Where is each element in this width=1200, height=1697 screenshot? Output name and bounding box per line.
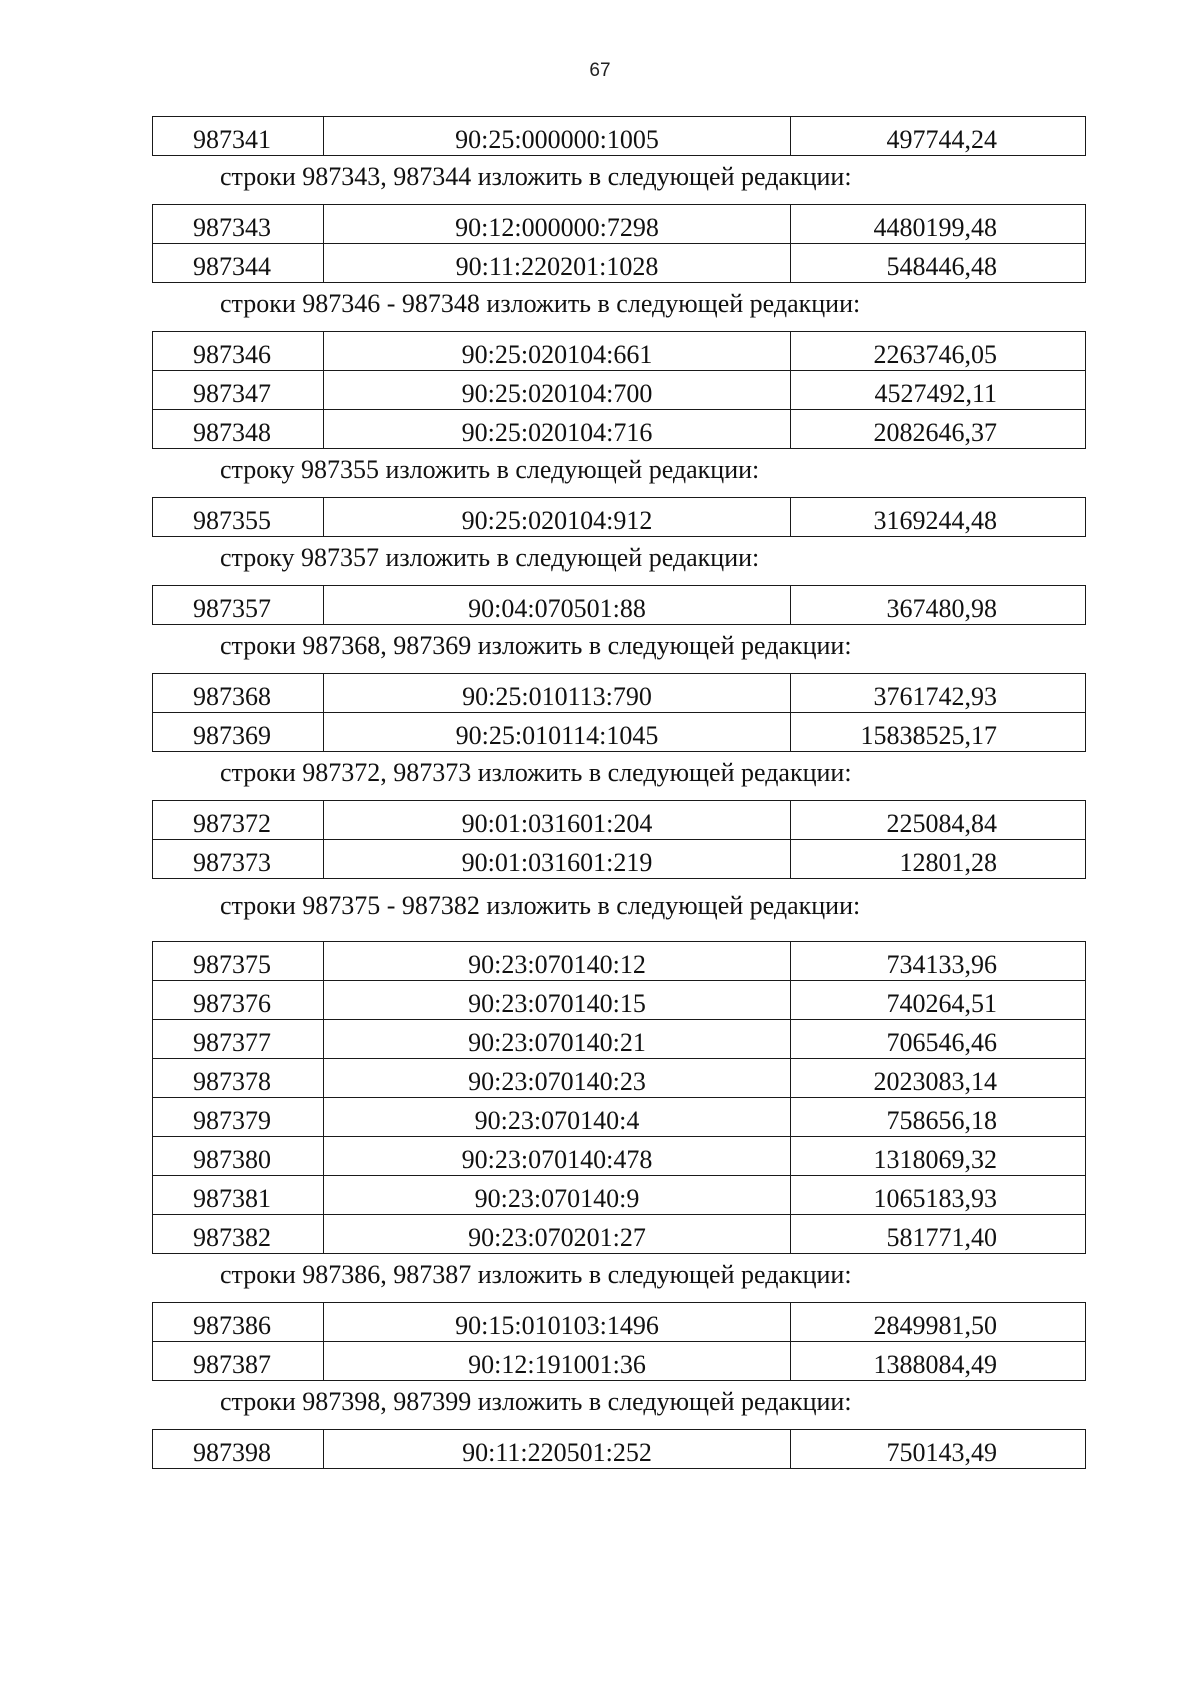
cadastral-number-cell: 90:25:000000:1005 (324, 117, 791, 156)
row-number-cell: 987372 (153, 801, 324, 840)
cadastral-number-cell: 90:23:070140:478 (324, 1137, 791, 1176)
value-cell: 548446,48 (791, 244, 1086, 283)
row-number-cell: 987381 (153, 1176, 324, 1215)
row-number-cell: 987344 (153, 244, 324, 283)
value-cell: 740264,51 (791, 981, 1086, 1020)
value-cell: 758656,18 (791, 1098, 1086, 1137)
table-row (153, 840, 1086, 879)
value-cell: 2849981,50 (791, 1303, 1086, 1342)
table-row (153, 410, 1086, 449)
value-cell: 1318069,32 (791, 1137, 1086, 1176)
value-cell: 367480,98 (791, 586, 1086, 625)
table-row (153, 371, 1086, 410)
cadastral-number-cell: 90:15:010103:1496 (324, 1303, 791, 1342)
cadastral-number-cell: 90:01:031601:204 (324, 801, 791, 840)
cadastral-number-cell: 90:23:070201:27 (324, 1215, 791, 1254)
value-cell: 3169244,48 (791, 498, 1086, 537)
cadastral-number-cell: 90:01:031601:219 (324, 840, 791, 879)
table-row (153, 498, 1086, 537)
row-number-cell: 987348 (153, 410, 324, 449)
amendment-table (152, 116, 1086, 156)
cadastral-number-cell: 90:23:070140:23 (324, 1059, 791, 1098)
table-row (153, 1303, 1086, 1342)
amendment-table (152, 673, 1086, 752)
table-row (153, 1176, 1086, 1215)
table-row (153, 117, 1086, 156)
row-number-cell: 987377 (153, 1020, 324, 1059)
table-row (153, 1430, 1086, 1469)
table-row (153, 586, 1086, 625)
row-number-cell: 987387 (153, 1342, 324, 1381)
table-row (153, 801, 1086, 840)
cadastral-number-cell: 90:25:020104:661 (324, 332, 791, 371)
amendment-table (152, 585, 1086, 625)
cadastral-number-cell: 90:23:070140:9 (324, 1176, 791, 1215)
row-number-cell: 987369 (153, 713, 324, 752)
row-number-cell: 987355 (153, 498, 324, 537)
page-number: 67 (589, 60, 611, 81)
amendment-table (152, 800, 1086, 879)
value-cell: 2263746,05 (791, 332, 1086, 371)
document-body (152, 116, 1085, 1469)
table-row (153, 674, 1086, 713)
cadastral-number-cell: 90:04:070501:88 (324, 586, 791, 625)
row-number-cell: 987343 (153, 205, 324, 244)
value-cell: 706546,46 (791, 1020, 1086, 1059)
row-number-cell: 987346 (153, 332, 324, 371)
section-heading: строки 987368, 987369 изложить в следующей редакции: (220, 631, 852, 660)
row-number-cell: 987375 (153, 942, 324, 981)
amendment-table (152, 497, 1086, 537)
value-cell: 3761742,93 (791, 674, 1086, 713)
row-number-cell: 987398 (153, 1430, 324, 1469)
value-cell: 12801,28 (791, 840, 1086, 879)
row-number-cell: 987347 (153, 371, 324, 410)
row-number-cell: 987379 (153, 1098, 324, 1137)
cadastral-number-cell: 90:11:220501:252 (324, 1430, 791, 1469)
row-number-cell: 987357 (153, 586, 324, 625)
row-number-cell: 987368 (153, 674, 324, 713)
value-cell: 1388084,49 (791, 1342, 1086, 1381)
table-row (153, 1342, 1086, 1381)
value-cell: 497744,24 (791, 117, 1086, 156)
amendment-table (152, 204, 1086, 283)
cadastral-number-cell: 90:25:020104:716 (324, 410, 791, 449)
table-row (153, 1059, 1086, 1098)
amendment-table (152, 1429, 1086, 1469)
section-heading: строку 987357 изложить в следующей редакции: (220, 543, 760, 572)
section-heading: строки 987386, 987387 изложить в следующей редакции: (220, 1260, 852, 1289)
value-cell: 4527492,11 (791, 371, 1086, 410)
table-row (153, 205, 1086, 244)
cadastral-number-cell: 90:23:070140:4 (324, 1098, 791, 1137)
section-heading: строки 987346 - 987348 изложить в следующей редакции: (220, 289, 861, 318)
section-heading: строки 987375 - 987382 изложить в следующей редакции: (220, 891, 861, 920)
table-row (153, 244, 1086, 283)
section-heading: строки 987398, 987399 изложить в следующей редакции: (220, 1387, 852, 1416)
table-row (153, 1137, 1086, 1176)
value-cell: 581771,40 (791, 1215, 1086, 1254)
cadastral-number-cell: 90:25:010113:790 (324, 674, 791, 713)
row-number-cell: 987382 (153, 1215, 324, 1254)
cadastral-number-cell: 90:11:220201:1028 (324, 244, 791, 283)
table-row (153, 1098, 1086, 1137)
cadastral-number-cell: 90:12:000000:7298 (324, 205, 791, 244)
cadastral-number-cell: 90:25:020104:912 (324, 498, 791, 537)
value-cell: 2082646,37 (791, 410, 1086, 449)
table-row (153, 942, 1086, 981)
cadastral-number-cell: 90:23:070140:12 (324, 942, 791, 981)
cadastral-number-cell: 90:23:070140:21 (324, 1020, 791, 1059)
section-heading: строки 987372, 987373 изложить в следующей редакции: (220, 758, 852, 787)
cadastral-number-cell: 90:12:191001:36 (324, 1342, 791, 1381)
value-cell: 2023083,14 (791, 1059, 1086, 1098)
table-row (153, 1215, 1086, 1254)
row-number-cell: 987380 (153, 1137, 324, 1176)
section-heading: строки 987343, 987344 изложить в следующей редакции: (220, 162, 852, 191)
cadastral-number-cell: 90:25:020104:700 (324, 371, 791, 410)
table-row (153, 1020, 1086, 1059)
amendment-table (152, 1302, 1086, 1381)
row-number-cell: 987378 (153, 1059, 324, 1098)
table-row (153, 981, 1086, 1020)
value-cell: 1065183,93 (791, 1176, 1086, 1215)
value-cell: 15838525,17 (791, 713, 1086, 752)
table-row (153, 713, 1086, 752)
row-number-cell: 987386 (153, 1303, 324, 1342)
value-cell: 750143,49 (791, 1430, 1086, 1469)
value-cell: 4480199,48 (791, 205, 1086, 244)
cadastral-number-cell: 90:23:070140:15 (324, 981, 791, 1020)
section-heading: строку 987355 изложить в следующей редакции: (220, 455, 760, 484)
value-cell: 225084,84 (791, 801, 1086, 840)
amendment-table (152, 941, 1086, 1254)
row-number-cell: 987376 (153, 981, 324, 1020)
amendment-table (152, 331, 1086, 449)
table-row (153, 332, 1086, 371)
row-number-cell: 987341 (153, 117, 324, 156)
value-cell: 734133,96 (791, 942, 1086, 981)
row-number-cell: 987373 (153, 840, 324, 879)
cadastral-number-cell: 90:25:010114:1045 (324, 713, 791, 752)
